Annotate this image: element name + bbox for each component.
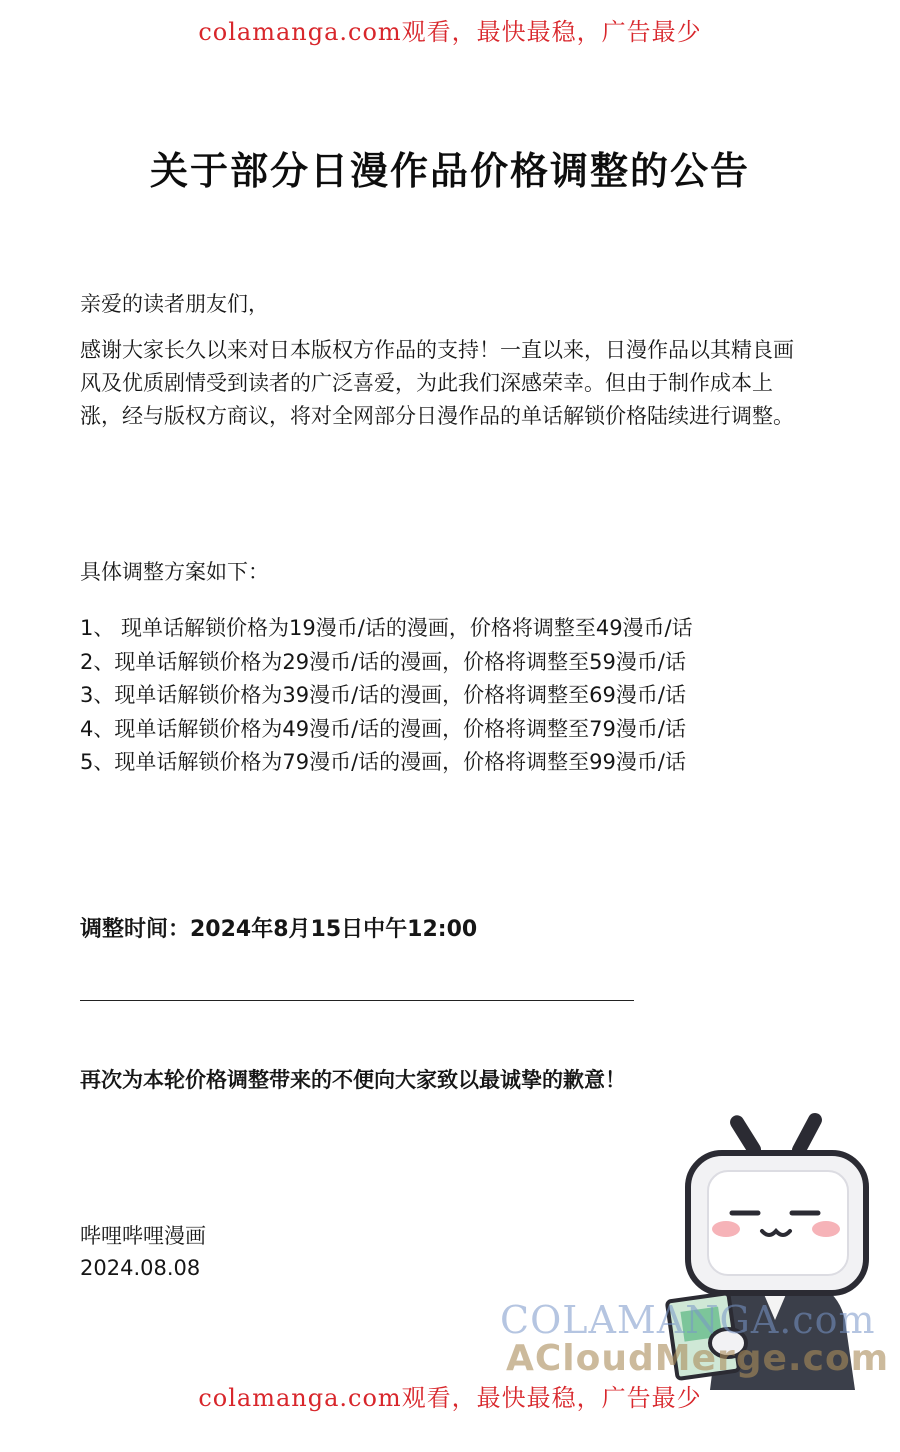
- price-change-item: 3、现单话解锁价格为39漫币/话的漫画，价格将调整至69漫币/话: [80, 683, 686, 707]
- price-change-list: [80, 612, 693, 780]
- price-change-item: 1、 现单话解锁价格为19漫币/话的漫画，价格将调整至49漫币/话: [80, 616, 693, 640]
- adjust-time: 调整时间：2024年8月15日中午12:00: [80, 917, 478, 942]
- price-change-item: 2、现单话解锁价格为29漫币/话的漫画，价格将调整至59漫币/话: [80, 649, 686, 674]
- top-ad-banner: colamanga.com观看，最快最稳，广告最少: [198, 18, 702, 46]
- acloudmerge-watermark: ACloudMerge.com: [506, 1338, 890, 1379]
- plan-heading: 具体调整方案如下：: [80, 560, 269, 584]
- greeting: 亲爱的读者朋友们，: [80, 292, 269, 316]
- apology-text: 再次为本轮价格调整带来的不便向大家致以最诚挚的歉意！: [80, 1068, 626, 1092]
- notice-title: 关于部分日漫作品价格调整的公告: [149, 149, 750, 193]
- intro-paragraph: 感谢大家长久以来对日本版权方作品的支持！一直以来，日漫作品以其精良画风及优质剧情受到读者的广泛喜爱，为此我们深感荣幸。但由于制作成本上涨，经与版权方商议，将对全网部分日漫作品的单话解锁价格陆续进行调整。: [80, 338, 794, 428]
- divider: [80, 1000, 634, 1001]
- notice-date: 2024.08.08: [80, 1256, 201, 1280]
- bottom-ad-banner: colamanga.com观看，最快最稳，广告最少: [198, 1384, 702, 1412]
- signature: 哔哩哔哩漫画: [80, 1224, 206, 1248]
- colamanga-watermark: COLAMANGA.com: [500, 1298, 876, 1342]
- price-change-item: 4、现单话解锁价格为49漫币/话的漫画，价格将调整至79漫币/话: [80, 716, 686, 741]
- price-change-item: 5、现单话解锁价格为79漫币/话的漫画，价格将调整至99漫币/话: [80, 750, 686, 774]
